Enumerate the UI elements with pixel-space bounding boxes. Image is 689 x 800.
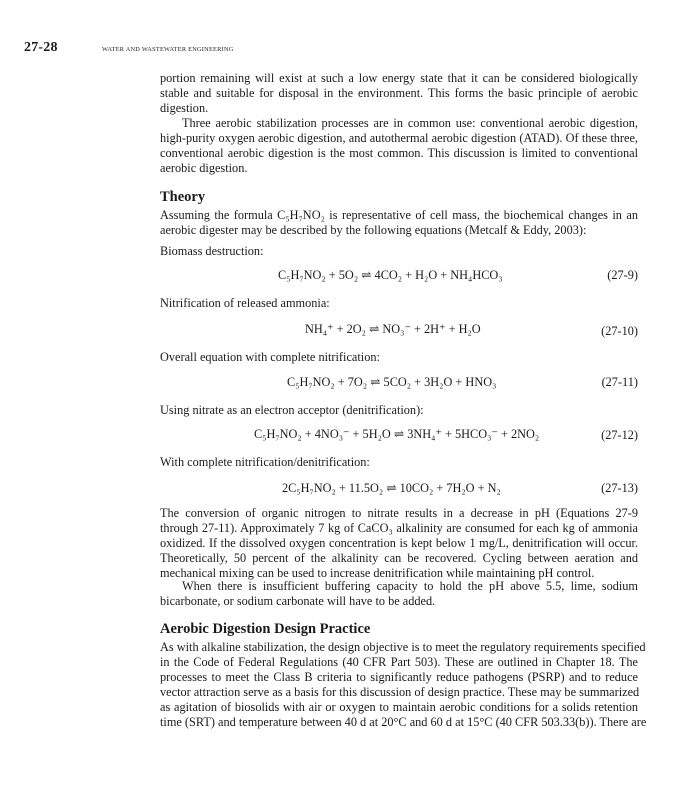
text-line: bicarbonate, or sodium carbonate will have to be added.: [160, 594, 436, 608]
text-line: portion remaining will exist at such a low energy state that it can be considered biologically: [160, 71, 638, 85]
design-paragraph: [160, 640, 647, 730]
text-line: through 27-11). Approximately 7 kg of CaCO₃ alkalinity are consumed for each kg of ammonia: [160, 521, 638, 535]
text-line: Assuming the formula C₅H₇NO₂ is representative of cell mass, the biochemical changes in an: [160, 208, 638, 222]
text-line: stable and suitable for disposal in the environment. This forms the basic principle of aerobic: [160, 86, 638, 100]
text-line: aerobic digestion.: [160, 161, 248, 175]
text-line: As with alkaline stabilization, the design objective is to meet the regulatory requirements specified: [160, 640, 646, 654]
theory-paragraph-4: [160, 579, 638, 609]
equation-27-9: C₅H₇NO₂ + 5O₂ ⇌ 4CO₂ + H₂O + NH₄HCO₃: [278, 268, 503, 282]
text-line: Three aerobic stabilization processes are in common use: conventional aerobic digestion,: [182, 116, 638, 130]
text-line: high-purity oxygen aerobic digestion, and autothermal aerobic digestion (ATAD). Of these three,: [160, 131, 638, 145]
equation-number: (27-12): [601, 428, 638, 442]
label-biomass: Biomass destruction:: [160, 244, 264, 258]
text-line: conventional aerobic digestion is the most common. This discussion is limited to conventional: [160, 146, 638, 160]
equation-number: (27-13): [601, 481, 638, 495]
page-number: 27-28: [24, 40, 58, 55]
text-line: mechanical mixing can be used to increase denitrification while maintaining pH control.: [160, 566, 595, 580]
label-complete: With complete nitrification/denitrification:: [160, 455, 370, 469]
text-line: oxidized. If the dissolved oxygen concentration is kept below 1 mg/L, denitrification will occur.: [160, 536, 638, 550]
equation-27-13: 2C₅H₇NO₂ + 11.5O₂ ⇌ 10CO₂ + 7H₂O + N₂: [282, 481, 501, 495]
text-line: time (SRT) and temperature between 40 d at 20°C and 60 d at 15°C (40 CFR 503.33(b)). There are: [160, 715, 647, 729]
equation-number: (27-9): [607, 268, 638, 282]
text-line: When there is insufficient buffering capacity to hold the pH above 5.5, lime, sodium: [182, 579, 638, 593]
text-line: in the Code of Federal Regulations (40 CFR Part 503). These are outlined in Chapter 18. The: [160, 655, 638, 669]
theory-paragraph-3: [160, 506, 638, 581]
equation-number: (27-10): [601, 324, 638, 338]
label-denitrification: Using nitrate as an electron acceptor (denitrification):: [160, 403, 424, 417]
equation-27-12: C₅H₇NO₂ + 4NO₃⁻ + 5H₂O ⇌ 3NH₄⁺ + 5HCO₃⁻ + 2NO₂: [254, 427, 540, 441]
label-nitrification: Nitrification of released ammonia:: [160, 296, 330, 310]
section-heading-design-practice: Aerobic Digestion Design Practice: [160, 621, 371, 637]
label-overall: Overall equation with complete nitrification:: [160, 350, 380, 364]
text-line: aerobic digester may be described by the following equations (Metcalf & Eddy, 2003):: [160, 223, 587, 237]
text-line: Theoretically, 50 percent of the alkalinity can be recovered. Cycling between aeration and: [160, 551, 638, 565]
equation-27-10: NH₄⁺ + 2O₂ ⇌ NO₃⁻ + 2H⁺ + H₂O: [305, 322, 481, 336]
running-head: WATER AND WASTEWATER ENGINEERING: [102, 46, 234, 53]
text-line: The conversion of organic nitrogen to nitrate results in a decrease in pH (Equations 27-9: [160, 506, 638, 520]
intro-paragraph-2: [160, 116, 638, 176]
text-line: as agitation of biosolids with air or oxygen to maintain aerobic conditions for a solids retention: [160, 700, 638, 714]
text-line: digestion.: [160, 101, 209, 115]
text-line: vector attraction serve as a basis for this discussion of design practice. These may be summarized: [160, 685, 640, 699]
equation-number: (27-11): [601, 375, 638, 389]
equation-27-11: C₅H₇NO₂ + 7O₂ ⇌ 5CO₂ + 3H₂O + HNO₃: [287, 375, 497, 389]
text-line: processes to meet the Class B criteria to significantly reduce pathogens (PSRP) and to reduce: [160, 670, 638, 684]
section-heading-theory: Theory: [160, 189, 206, 205]
intro-paragraph-1: [160, 71, 638, 116]
theory-intro: [160, 208, 638, 238]
